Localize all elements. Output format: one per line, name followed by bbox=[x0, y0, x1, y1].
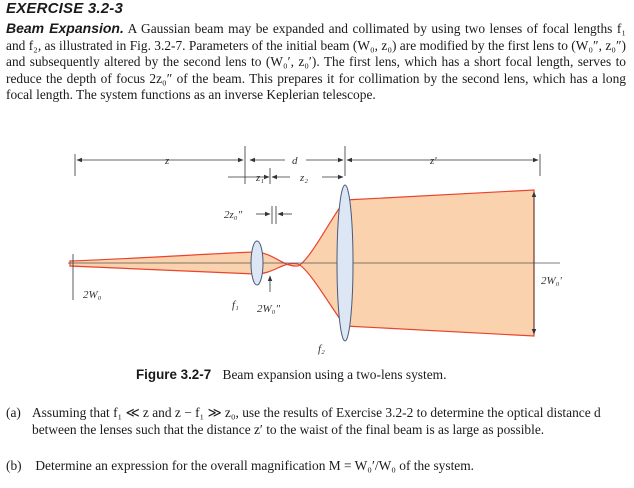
label-w0-prime: 2W₀′ bbox=[541, 275, 562, 287]
label-z1: z₁ bbox=[256, 172, 265, 184]
beam-expansion-figure bbox=[0, 140, 634, 360]
question-text: Assuming that f₁ ≪ z and z − f₁ ≫ z₀, use the results of Exercise 3.2-2 to determine the optical distance d between the lenses such that the distance z′ to the waist of the final beam is as large as possible. bbox=[32, 405, 601, 437]
intro-text: A Gaussian beam may be expanded and collimated by using two lenses of focal lengths f₁ and f₂, as illustrated in Fig. 3.2-7. Parameters of the initial beam (W₀, z₀) are modified by the first lens to (W₀″, z₀″) and subsequently altered by the second lens to (W₀′, z₀′). The first lens, which has a short focal length, serves to reduce the depth of focus 2z₀″ of the beam. This prepares it for collimation by the second lens, which has a long focal length. The system functions as an inverse Keplerian telescope. bbox=[6, 21, 626, 103]
question-text: Determine an expression for the overall magnification M = W₀′/W₀ of the system. bbox=[35, 458, 475, 473]
figure-label: Figure 3.2-7 bbox=[136, 367, 212, 382]
label-d: d bbox=[292, 155, 298, 167]
question-marker: (b) bbox=[6, 458, 22, 473]
lens-f2 bbox=[337, 185, 353, 341]
label-z-prime: z′ bbox=[430, 155, 437, 167]
label-w0-dprime: 2W₀″ bbox=[257, 303, 281, 315]
exercise-title: EXERCISE 3.2-3 bbox=[6, 0, 124, 17]
label-f2: f₂ bbox=[318, 343, 325, 355]
question-a bbox=[6, 405, 626, 438]
intro-paragraph bbox=[6, 20, 626, 104]
intro-lead: Beam Expansion. bbox=[6, 20, 124, 36]
question-b bbox=[6, 458, 626, 475]
figure-caption-text: Beam expansion using a two-lens system. bbox=[222, 367, 447, 382]
question-marker: (a) bbox=[6, 405, 21, 420]
label-w0: 2W₀ bbox=[83, 289, 102, 301]
label-z: z bbox=[165, 155, 170, 167]
lens-f1 bbox=[251, 241, 263, 285]
figure-caption bbox=[136, 367, 446, 383]
label-depth: 2z₀″ bbox=[224, 209, 243, 221]
label-z2: z₂ bbox=[300, 172, 309, 184]
label-f1: f₁ bbox=[232, 299, 239, 311]
